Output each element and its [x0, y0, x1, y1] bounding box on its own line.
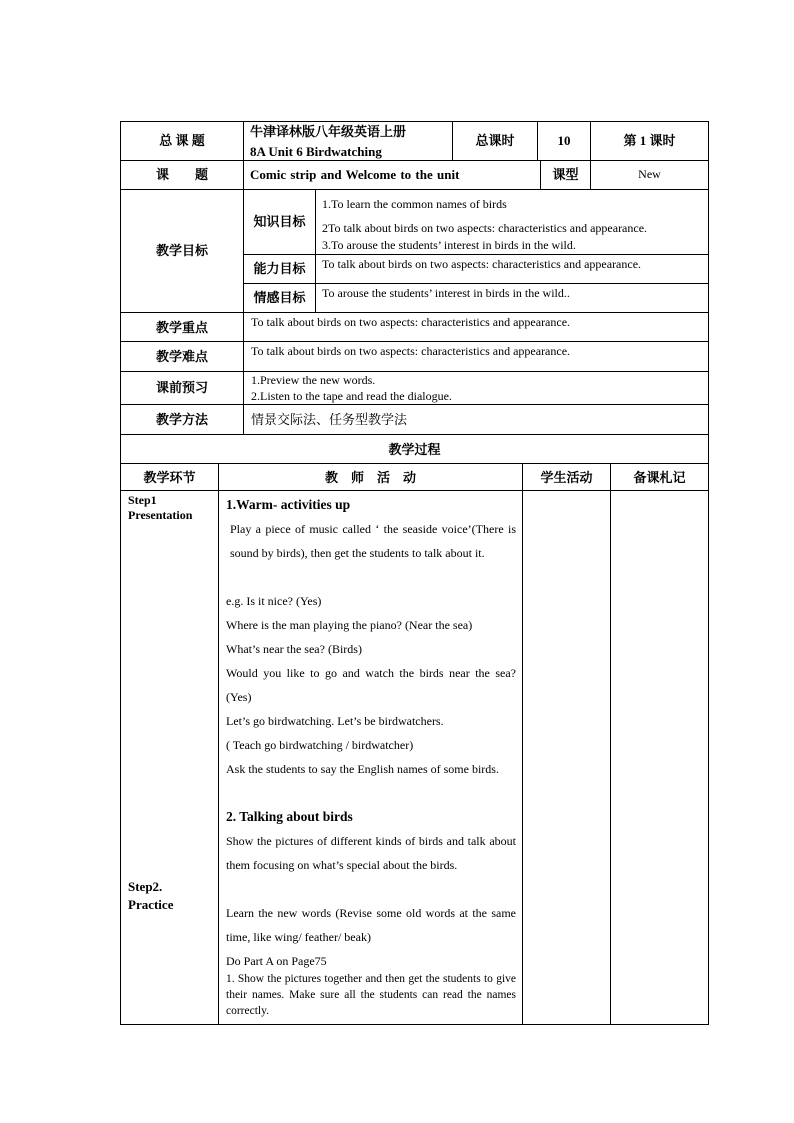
row-divider	[120, 463, 709, 464]
col-divider	[315, 189, 316, 312]
total-periods-label: 总课时	[475, 133, 515, 148]
col-header-student: 学生活动	[540, 470, 593, 485]
ability-goal-label: 能力目标	[253, 261, 306, 276]
warmup-paragraph: Play a piece of music called ‘ the seaside voice’(There is sound by birds), then get the students to talk about it.	[230, 522, 516, 560]
teacher-line: Do Part A on Page75	[226, 954, 327, 968]
preview-line: 1.Preview the new words.	[251, 373, 376, 387]
row-divider	[120, 160, 709, 161]
step2-number: Step2.	[128, 879, 163, 894]
row-divider	[120, 341, 709, 342]
process-title: 教学过程	[388, 442, 441, 457]
col-header-notes: 备课札记	[633, 470, 686, 485]
step1-name: Presentation	[128, 508, 193, 522]
knowledge-goal-line: 1.To learn the common names of birds	[322, 197, 507, 211]
table-border-bottom	[120, 1024, 709, 1025]
topic-label: 课 题	[155, 167, 208, 182]
teacher-paragraph: Show the pictures of different kinds of birds and talk about them focusing on what’s special about the birds.	[226, 834, 516, 872]
row-divider	[243, 283, 709, 284]
row-divider	[120, 189, 709, 190]
methods-label: 教学方法	[155, 412, 208, 427]
type-value: New	[638, 167, 661, 181]
row-divider	[120, 490, 709, 491]
knowledge-goal-label: 知识目标	[253, 214, 306, 229]
difficulties-label: 教学难点	[155, 349, 208, 364]
difficulties-text: To talk about birds on two aspects: characteristics and appearance.	[251, 344, 571, 358]
col-header-stage: 教学环节	[143, 470, 196, 485]
total-topic-label: 总 课 题	[159, 133, 205, 148]
teacher-line: Let’s go birdwatching. Let’s be birdwatchers.	[226, 714, 444, 728]
teacher-line: e.g. Is it nice? (Yes)	[226, 594, 322, 608]
step1-number: Step1	[128, 493, 157, 507]
total-periods-value: 10	[557, 133, 571, 148]
col-divider	[218, 463, 219, 1025]
col-divider	[610, 463, 611, 1025]
row-divider	[120, 371, 709, 372]
teacher-paragraph: Learn the new words (Revise some old words at the same time, like wing/ feather/ beak)	[226, 906, 516, 944]
teacher-paragraph: Would you like to go and watch the birds near the sea? (Yes)	[226, 666, 516, 704]
period-label: 第 1 课时	[623, 133, 676, 148]
teacher-line: What’s near the sea? (Birds)	[226, 642, 362, 656]
emotion-goal-label: 情感目标	[253, 290, 306, 305]
topic-value: Comic strip and Welcome to the unit	[250, 167, 460, 182]
section-heading-talking: 2. Talking about birds	[226, 809, 353, 824]
table-border-top	[120, 121, 709, 122]
col-header-teacher: 教 师 活 动	[324, 470, 416, 485]
step2-name: Practice	[128, 897, 174, 912]
teacher-line: Where is the man playing the piano? (Near the sea)	[226, 618, 473, 632]
teacher-line: ( Teach go birdwatching / birdwatcher)	[226, 738, 414, 752]
col-divider	[522, 463, 523, 1025]
unit-title: 8A Unit 6 Birdwatching	[250, 144, 382, 159]
teacher-paragraph: 1. Show the pictures together and then get the students to give their names. Make sure all the students can read the names correctly.	[226, 973, 516, 1017]
row-divider	[120, 312, 709, 313]
ability-goal-text: To talk about birds on two aspects: characteristics and appearance.	[322, 257, 642, 271]
objectives-label: 教学目标	[155, 243, 208, 258]
emotion-goal-text: To arouse the students’ interest in birds in the wild..	[322, 286, 570, 300]
knowledge-goal-line: 2To talk about birds on two aspects: characteristics and appearance.	[322, 221, 648, 235]
methods-text: 情景交际法、任务型教学法	[251, 412, 408, 427]
key-points-label: 教学重点	[155, 320, 208, 335]
key-points-text: To talk about birds on two aspects: characteristics and appearance.	[251, 315, 571, 329]
knowledge-goal-line: 3.To arouse the students’ interest in birds in the wild.	[322, 238, 576, 252]
book-title: 牛津译林版八年级英语上册	[250, 124, 407, 139]
teacher-paragraph: Ask the students to say the English names of some birds.	[226, 762, 499, 776]
section-heading-warmup: 1.Warm- activities up	[226, 497, 351, 512]
preview-label: 课前预习	[155, 380, 208, 395]
row-divider	[243, 254, 709, 255]
preview-line: 2.Listen to the tape and read the dialogue.	[251, 389, 452, 403]
type-label: 课型	[552, 167, 579, 182]
row-divider	[120, 434, 709, 435]
col-divider	[243, 121, 244, 434]
table-border-right	[708, 121, 709, 1025]
row-divider	[120, 404, 709, 405]
